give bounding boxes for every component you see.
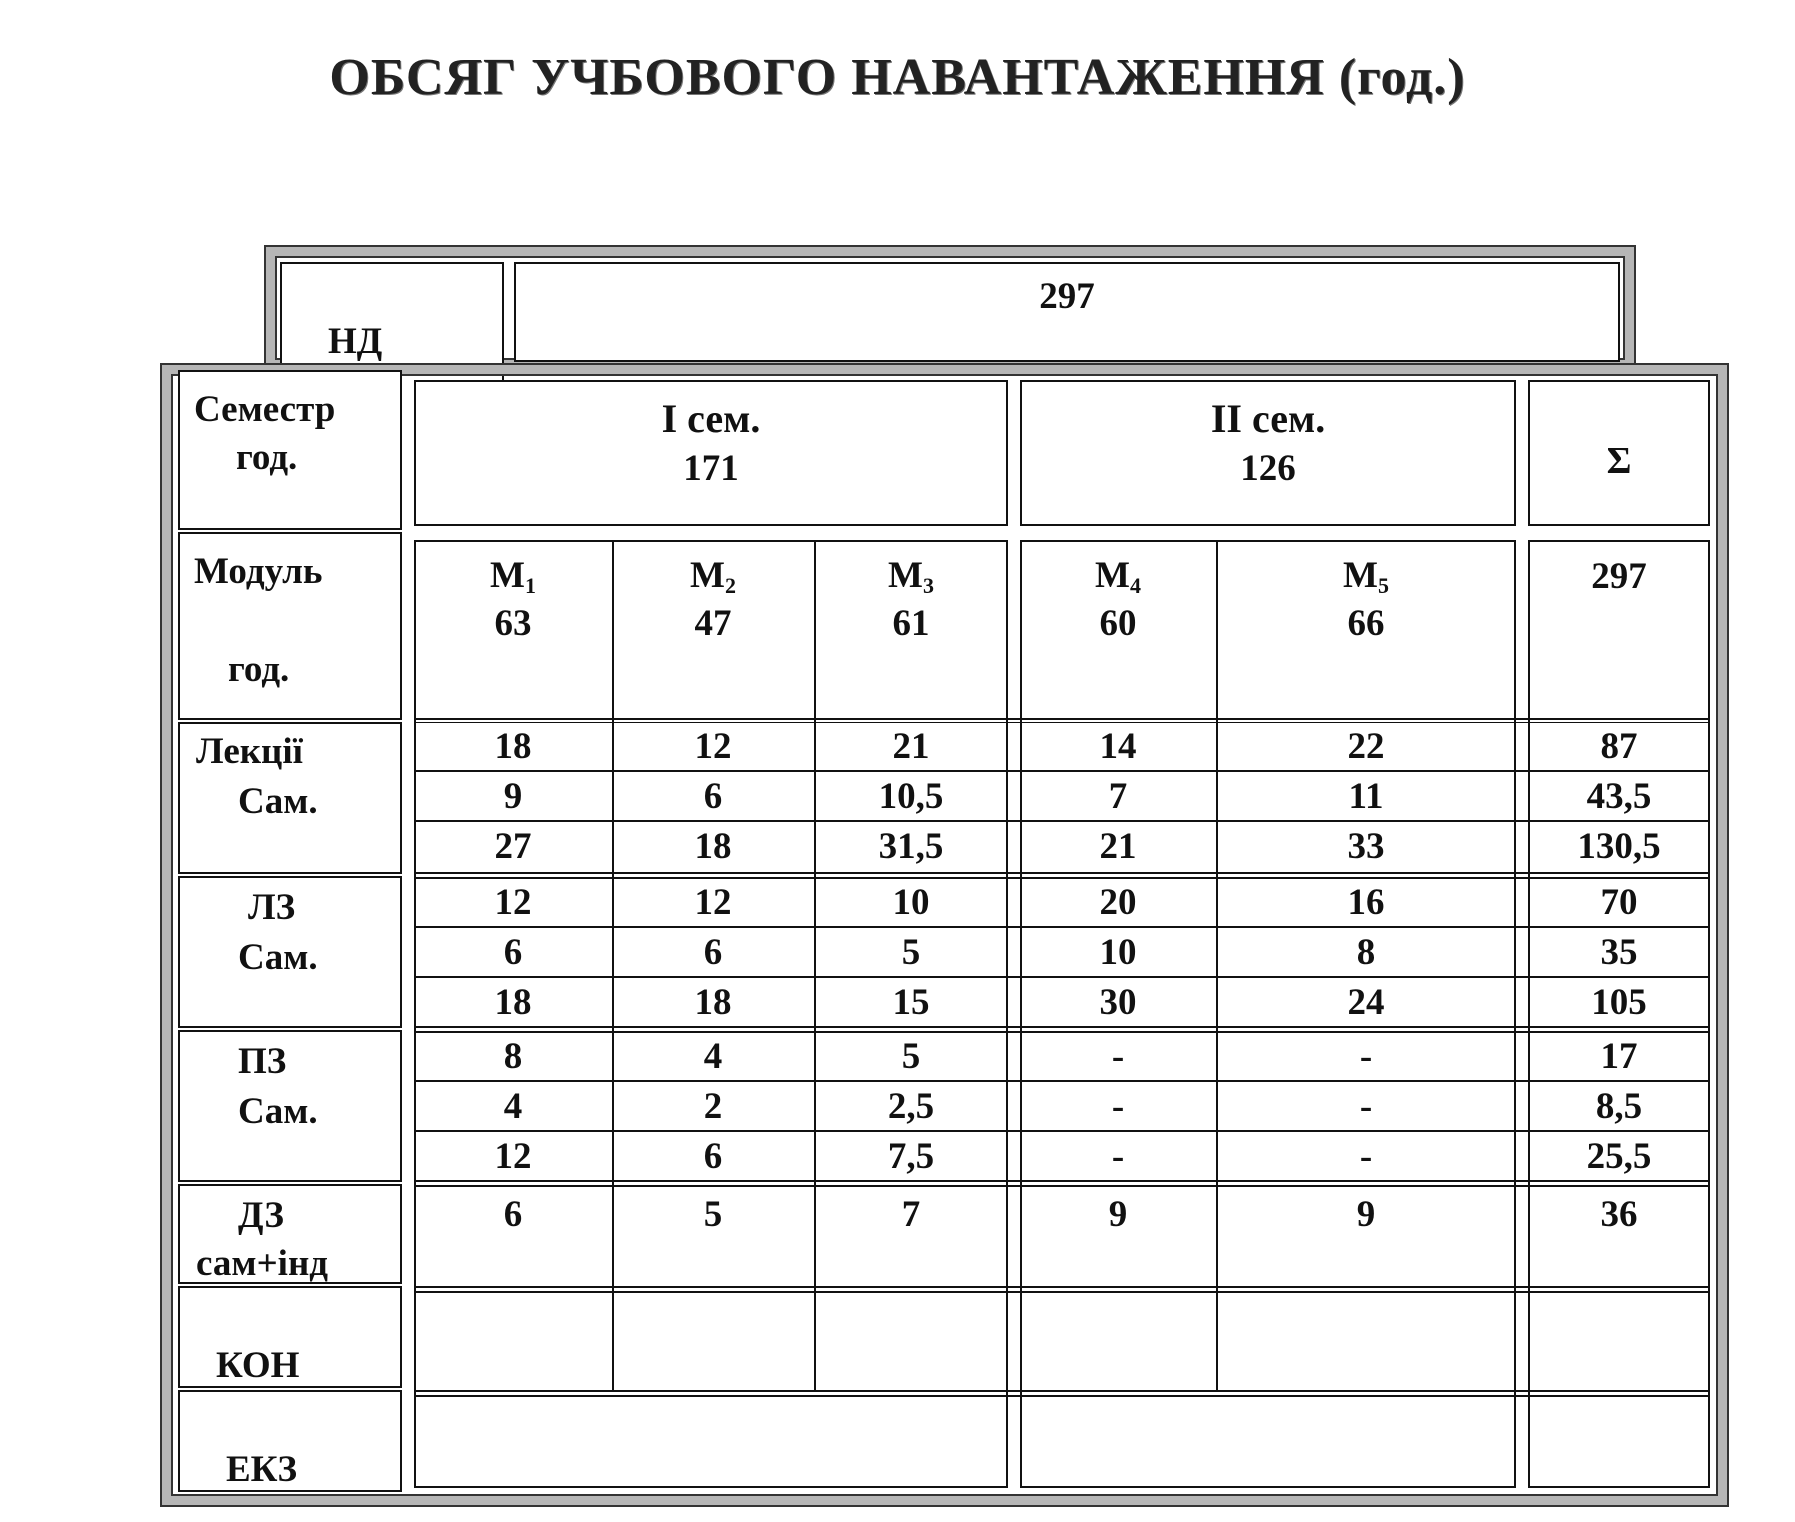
sem2-name: ІІ сем. [1210, 396, 1326, 441]
practical-cell: - [1359, 1086, 1373, 1127]
practical-cell: 8,5 [1595, 1086, 1643, 1127]
module-hours-label: год. [228, 649, 290, 690]
lectures-cell: 14 [1099, 726, 1137, 767]
homework-cell: 7 [901, 1194, 921, 1235]
lectures-cell: 10,5 [878, 776, 944, 817]
homework-sub-label: сам+інд [196, 1243, 328, 1284]
semester-label: Семестр [194, 389, 336, 430]
nd-total: 297 [1039, 276, 1095, 317]
page-title: ОБСЯГ УЧБОВОГО НАВАНТАЖЕННЯ (год.) [329, 49, 1466, 106]
module-total: 297 [1591, 556, 1647, 597]
lab-cell: 10 [892, 882, 930, 923]
nd-total-cell [514, 262, 1620, 362]
module-2-index: 2 [724, 573, 736, 598]
homework-cell: 5 [703, 1194, 723, 1235]
module-3-index: 3 [922, 573, 934, 598]
lectures-cell: 9 [503, 776, 523, 817]
lectures-cell: 27 [494, 826, 532, 867]
lab-cell: 15 [892, 982, 930, 1023]
sem1-name: І сем. [661, 396, 761, 441]
module-4-name: М [1095, 555, 1130, 596]
module-1-index: 1 [524, 573, 536, 598]
module-5-name: М [1343, 555, 1378, 596]
module-4-hours: 60 [1099, 603, 1137, 644]
lectures-cell: 21 [1099, 826, 1137, 867]
sum-symbol: Σ [1606, 440, 1632, 482]
homework-label: ДЗ [238, 1195, 284, 1236]
module-5-header [1216, 552, 1516, 648]
lectures-label: Лекції [196, 731, 303, 772]
practical-cell: 7,5 [887, 1136, 935, 1177]
lectures-cell: 6 [703, 776, 723, 817]
nd-label: НД [328, 321, 383, 362]
homework-cell: 36 [1600, 1194, 1638, 1235]
lab-cell: 24 [1347, 982, 1385, 1023]
practical-cell: 6 [703, 1136, 723, 1177]
module-2-hours: 47 [694, 603, 732, 644]
lab-cell: 12 [694, 882, 732, 923]
lectures-cell: 12 [694, 726, 732, 767]
lab-cell: 6 [503, 932, 523, 973]
lectures-cell: 22 [1347, 726, 1385, 767]
practical-cell: 8 [503, 1036, 523, 1077]
lectures-self-label: Сам. [238, 781, 318, 822]
homework-cell: 6 [503, 1194, 523, 1235]
lab-cell: 10 [1099, 932, 1137, 973]
practical-cell: - [1359, 1136, 1373, 1177]
lab-cell: 5 [901, 932, 921, 973]
practical-cell: 4 [503, 1086, 523, 1127]
lectures-cell: 31,5 [878, 826, 944, 867]
lab-cell: 35 [1600, 932, 1638, 973]
lectures-cell: 18 [694, 826, 732, 867]
lab-cell: 20 [1099, 882, 1137, 923]
module-1-header [414, 552, 612, 648]
practical-cell: - [1111, 1036, 1125, 1077]
module-5-hours: 66 [1347, 603, 1385, 644]
lectures-cell: 33 [1347, 826, 1385, 867]
lab-cell: 18 [494, 982, 532, 1023]
lab-cell: 105 [1591, 982, 1647, 1023]
module-1-name: М [490, 555, 525, 596]
practical-self-label: Сам. [238, 1091, 318, 1132]
sem2-hours: 126 [1240, 448, 1296, 489]
module-1-hours: 63 [494, 603, 532, 644]
homework-cell: 9 [1108, 1194, 1128, 1235]
lectures-cell: 7 [1108, 776, 1128, 817]
exam-label: ЕКЗ [226, 1449, 298, 1490]
module-4-header [1020, 552, 1216, 648]
practical-cell: 2 [703, 1086, 723, 1127]
lab-cell: 16 [1347, 882, 1385, 923]
module-3-header [814, 552, 1008, 648]
practical-cell: - [1111, 1136, 1125, 1177]
lab-cell: 18 [694, 982, 732, 1023]
sem1-hours: 171 [683, 448, 739, 489]
practical-cell: - [1359, 1036, 1373, 1077]
lectures-cell: 21 [892, 726, 930, 767]
lab-cell: 6 [703, 932, 723, 973]
lectures-cell: 18 [494, 726, 532, 767]
lab-cell: 12 [494, 882, 532, 923]
practical-cell: 17 [1600, 1036, 1638, 1077]
practical-label: ПЗ [238, 1041, 287, 1082]
lectures-cell: 11 [1348, 776, 1384, 817]
module-label: Модуль [194, 551, 323, 592]
practical-cell: - [1111, 1086, 1125, 1127]
lab-cell: 30 [1099, 982, 1137, 1023]
lab-cell: 8 [1356, 932, 1376, 973]
homework-cell: 9 [1356, 1194, 1376, 1235]
lectures-cell: 87 [1600, 726, 1638, 767]
lectures-cell: 43,5 [1586, 776, 1652, 817]
module-5-index: 5 [1377, 573, 1389, 598]
lab-cell: 70 [1600, 882, 1638, 923]
control-label: КОН [216, 1345, 300, 1386]
lab-self-label: Сам. [238, 937, 318, 978]
module-2-name: М [690, 555, 725, 596]
semester-hours-label: год. [236, 437, 298, 478]
practical-cell: 12 [494, 1136, 532, 1177]
lab-label: ЛЗ [248, 887, 296, 928]
module-4-index: 4 [1129, 573, 1141, 598]
practical-cell: 4 [703, 1036, 723, 1077]
module-3-name: М [888, 555, 923, 596]
module-2-header [612, 552, 814, 648]
lectures-cell: 130,5 [1577, 826, 1661, 867]
module-3-hours: 61 [892, 603, 930, 644]
practical-cell: 5 [901, 1036, 921, 1077]
practical-cell: 2,5 [887, 1086, 935, 1127]
practical-cell: 25,5 [1586, 1136, 1652, 1177]
